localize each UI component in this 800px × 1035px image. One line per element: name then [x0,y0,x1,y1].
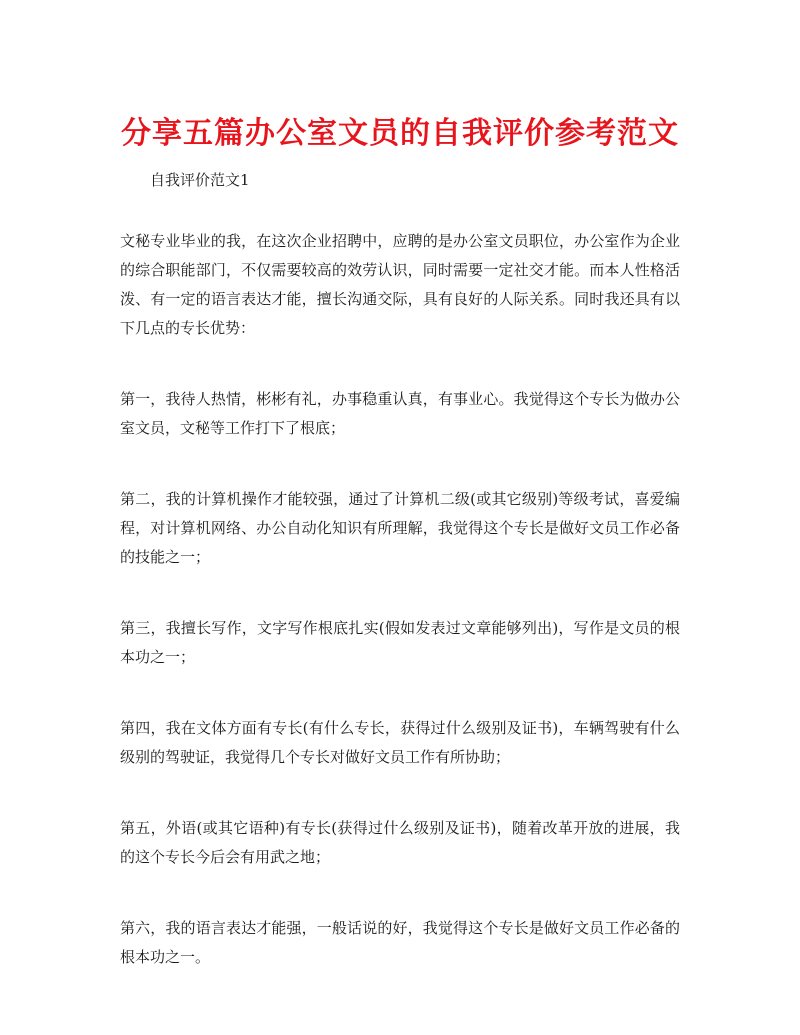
paragraph-intro: 文秘专业毕业的我，在这次企业招聘中，应聘的是办公室文员职位，办公室作为企业的综合职能部门，不仅需要较高的效劳认识，同时需要一定社交才能。而本人性格活泼、有一定的语言表达才能，擅长沟通交际，具有良好的人际关系。同时我还具有以下几点的专长优势： [120,232,680,337]
paragraph-fifth: 第五，外语(或其它语种)有专长(获得过什么级别及证书)，随着改革开放的进展，我的这个专长今后会有用武之地； [120,819,680,866]
document-subtitle: 自我评价范文1 [150,171,250,189]
paragraph-fourth: 第四，我在文体方面有专长(有什么专长，获得过什么级别及证书)，车辆驾驶有什么级别的驾驶证，我觉得几个专长对做好文员工作有所协助； [120,719,680,766]
paragraph-sixth: 第六，我的语言表达才能强，一般话说的好，我觉得这个专长是做好文员工作必备的根本功之一。 [120,919,680,966]
document-title: 分享五篇办公室文员的自我评价参考范文 [121,116,679,151]
paragraph-first: 第一，我待人热情，彬彬有礼，办事稳重认真，有事业心。我觉得这个专长为做办公室文员，文秘等工作打下了根底； [120,390,680,437]
paragraph-third: 第三，我擅长写作，文字写作根底扎实(假如发表过文章能够列出)，写作是文员的根本功之一； [120,619,680,666]
paragraph-second: 第二，我的计算机操作才能较强，通过了计算机二级(或其它级别)等级考试，喜爱编程，对计算机网络、办公自动化知识有所理解，我觉得这个专长是做好文员工作必备的技能之一； [120,490,680,566]
document-body [120,227,680,1014]
